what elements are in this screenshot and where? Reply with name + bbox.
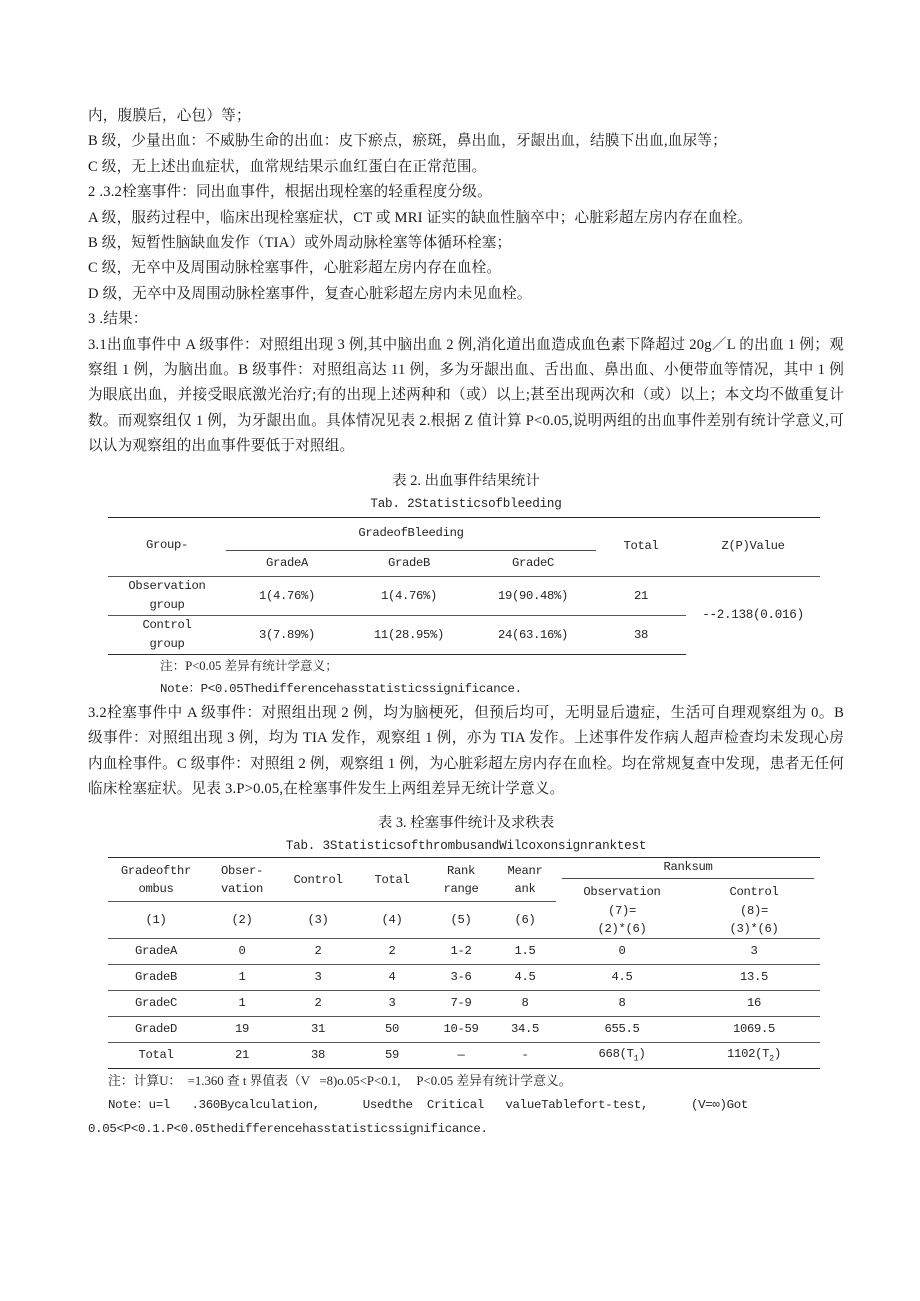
table3-total-label: Total — [108, 1042, 204, 1068]
table2-wrapper — [88, 517, 844, 655]
table3-cell-total: 50 — [356, 1016, 428, 1042]
table3-cell-mean-rank: 8 — [494, 990, 556, 1016]
table3-index-8-line1: (8)= — [739, 903, 769, 918]
table2-header-row-1 — [108, 517, 820, 550]
table3-header-rank-range — [428, 858, 494, 902]
table3-header-mean-line2: ank — [514, 881, 536, 896]
paragraph-line: C 级，无上述出血症状，血常规结果示血红蛋白在正常范围。 — [88, 158, 487, 175]
table3-cell-rank-sum-control: 16 — [688, 990, 820, 1016]
table3-cell-control: 2 — [280, 990, 356, 1016]
table2-header-grade-a: GradeA — [265, 556, 309, 571]
table3-index-8 — [688, 901, 820, 938]
table2-cell-grade-c: 24(63.16%) — [470, 615, 596, 654]
table3-total-observation: 21 — [204, 1042, 280, 1068]
table2-header-grade-c: GradeC — [511, 556, 555, 571]
table3-cell-rank-range: 1-2 — [428, 938, 494, 964]
table3-cell-rank-sum-observation: 4.5 — [556, 964, 688, 990]
table3-cell-observation: 1 — [204, 990, 280, 1016]
paragraph-line: C 级，无卒中及周围动脉栓塞事件，心脏彩超左房内存在血栓。 — [88, 260, 502, 277]
table3-cell-total: 2 — [356, 938, 428, 964]
table3-index-5: (5) — [428, 901, 494, 938]
table2-header-group: Group- — [108, 517, 226, 576]
table3-total-rank-sum-control: $1102(T_2)$ — [688, 1042, 820, 1068]
table2-cell-total: 21 — [596, 576, 686, 615]
table3-total-mean-rank: - — [494, 1042, 556, 1068]
t1-number: 668 — [598, 1047, 620, 1062]
table3-index-row — [108, 901, 820, 938]
table3-total-control: 38 — [280, 1042, 356, 1068]
table3-cell-grade: GradeA — [108, 938, 204, 964]
table3-total-rank-sum-observation: $668(T_1)$ — [556, 1042, 688, 1068]
t2-symbol: T — [762, 1047, 770, 1062]
table3-cell-control: 2 — [280, 938, 356, 964]
table2-cell-grade-c: 19(90.48%) — [470, 576, 596, 615]
table3-cell-total: 4 — [356, 964, 428, 990]
t2-index: 2 — [769, 1053, 774, 1064]
table3-header-mean-line1: Meanr — [507, 863, 543, 878]
table3-cell-rank-sum-observation: 0 — [556, 938, 688, 964]
document-content — [88, 104, 844, 1141]
table3-cell-total: 3 — [356, 990, 428, 1016]
table3-header-rank-sum-label: Ranksum — [663, 860, 713, 875]
body-text-block-upper — [88, 104, 844, 333]
table2 — [108, 517, 820, 655]
table3-header-grade-of-thrombus — [108, 858, 204, 902]
table3-header-total: Total — [356, 858, 428, 902]
paragraph-line: D 级，无卒中及周围动脉栓塞事件，复查心脏彩超左房内未见血栓。 — [88, 285, 532, 302]
table2-title-cn: 表 2. 出血事件结果统计 — [392, 472, 540, 489]
table3-header-grade-line2: ombus — [138, 881, 174, 896]
table3-index-4: (4) — [356, 901, 428, 938]
table3-header-rank-sum-control: Control — [729, 885, 779, 900]
table3-title-en: Tab. 3StatisticsofthrombusandWilcoxonsignranktest — [285, 839, 647, 854]
paragraph-line: 2 .3.2栓塞事件：同出血事件，根据出现栓塞的轻重程度分级。 — [88, 184, 492, 201]
table3-header-mean-rank — [494, 858, 556, 902]
table3-cell-rank-range: 3-6 — [428, 964, 494, 990]
table3-cell-observation: 19 — [204, 1016, 280, 1042]
table3-cell-mean-rank: 1.5 — [494, 938, 556, 964]
table3-row — [108, 938, 820, 964]
table3-index-7 — [556, 901, 688, 938]
table3-cell-rank-range: 10-59 — [428, 1016, 494, 1042]
table3-index-7-line2: (2)*(6) — [597, 921, 647, 936]
table3-cell-control: 3 — [280, 964, 356, 990]
table3-header-grade-line1: Gradeofthr — [120, 863, 192, 878]
table2-header-grade-b: GradeB — [387, 556, 431, 571]
table2-group-name-line2: group — [149, 597, 185, 612]
table2-title-en: Tab. 2Statisticsofbleeding — [370, 496, 562, 511]
table3-header-obs-line1: Obser- — [220, 863, 264, 878]
table2-header-total: Total — [596, 517, 686, 576]
table3-cell-mean-rank: 4.5 — [494, 964, 556, 990]
table2-cell-grade-b: 1(4.76%) — [348, 576, 470, 615]
table3-index-7-line1: (7)= — [607, 903, 637, 918]
table2-cell-grade-a: 3(7.89%) — [226, 615, 348, 654]
table3 — [108, 857, 820, 1069]
table2-cell-grade-a: 1(4.76%) — [226, 576, 348, 615]
table3-header-rank-line2: range — [443, 881, 479, 896]
table3-footnote-en-line1: Note：u=l .360Bycalculation, Usedthe Critical valueTablefort-test, (V=∞)Got — [108, 1097, 749, 1112]
paragraph-line: B 级，少量出血：不威胁生命的出血：皮下瘀点，瘀斑，鼻出血，牙龈出血，结膜下出血,血尿等； — [88, 133, 727, 150]
t1-symbol: T — [626, 1047, 634, 1062]
paragraph-line: 内，腹膜后，心包）等； — [88, 108, 251, 124]
table2-cell-z-value: --2.138(0.016) — [686, 576, 820, 654]
section-3-1-paragraph: 3.1出血事件中 A 级事件：对照组出现 3 例,其中脑出血 2 例,消化道出血造成血色素下降超过 20g／L 的出血 1 例；观察组 1 例，为脑出血。B 级事件：对照组高达 11 例，多为牙龈出血、舌出血、鼻出血、小便带血等情况，其中 1 例为眼底出血，并接受眼底激光治疗;有的出现上述两种和（或）以上;甚至出现两次和（或）以上；本文均不做重复计数。而观察组仅 1 例，为牙龈出血。具体情况见表 2.根据 Z 值计算 P<0.05,说明两组的出血事件差别有统计学意义,可以认为观察组的出血事件要低于对照组。 — [88, 336, 844, 455]
table3-header-observation — [204, 858, 280, 902]
table3-cell-grade: GradeD — [108, 1016, 204, 1042]
table2-row-observation — [108, 576, 820, 615]
table2-cell-group-name — [108, 576, 226, 615]
table3-header-control: Control — [280, 858, 356, 902]
t2-number: 1102 — [727, 1047, 756, 1062]
table3-header-row-main — [108, 858, 820, 902]
table3-cell-observation: 1 — [204, 964, 280, 990]
table3-title-cn: 表 3. 栓塞事件统计及求秩表 — [377, 815, 555, 832]
table3-cell-mean-rank: 34.5 — [494, 1016, 556, 1042]
table3-cell-rank-sum-observation: 655.5 — [556, 1016, 688, 1042]
table3-total-total: 59 — [356, 1042, 428, 1068]
table3-total-rank-range: — — [428, 1042, 494, 1068]
table3-cell-rank-sum-observation: 8 — [556, 990, 688, 1016]
t1-index: 1 — [633, 1053, 639, 1064]
table3-cell-rank-sum-control: 1069.5 — [688, 1016, 820, 1042]
table2-header-z-p-value: Z(P)Value — [686, 517, 820, 576]
table3-cell-rank-sum-control: 3 — [688, 938, 820, 964]
table2-cell-grade-b: 11(28.95%) — [348, 615, 470, 654]
table3-cell-grade: GradeB — [108, 964, 204, 990]
table2-group-name-line1: Control — [142, 617, 192, 632]
paragraph-line: 3 .结果： — [88, 311, 148, 328]
table3-cell-rank-range: 7-9 — [428, 990, 494, 1016]
table3-footnote-en-line2: 0.05<P<0.1.P<0.05thedifferencehasstatisticssignificance. — [88, 1121, 488, 1136]
section-3-2-paragraph: 3.2栓塞事件中 A 级事件：对照组出现 2 例，均为脑梗死，但预后均可，无明显后遗症，生活可自理观察组为 0。B 级事件：对照组出现 3 例，均为 TIA 发作，观察组 1 例，亦为 TIA 发作。上述事件发作病人超声检查均未发现心房内血栓事件。C 级事件：对照组 2 例，观察组 1 例，为心脏彩超左房内存在血栓。均在常规复查中发现，患者无任何临床栓塞症状。见表 3.P>0.05,在栓塞事件发生上两组差异无统计学意义。 — [88, 704, 844, 797]
table2-note-cn: 注：P<0.05 差异有统计学意义； — [160, 658, 338, 673]
table3-header-obs-line2: vation — [220, 881, 264, 896]
table3-row — [108, 1016, 820, 1042]
table2-group-name-line2: group — [149, 636, 185, 651]
table2-header-grade-of-bleeding: GradeofBleeding — [226, 517, 596, 550]
paragraph-line: B 级，短暂性脑缺血发作（TIA）或外周动脉栓塞等体循环栓塞； — [88, 235, 512, 252]
table3-index-6: (6) — [494, 901, 556, 938]
table3-header-rank-sum-sub — [556, 879, 820, 901]
table3-cell-rank-sum-control: 13.5 — [688, 964, 820, 990]
table3-header-rank-sum-observation: Observation — [583, 885, 661, 900]
paragraph-line: A 级，服药过程中，临床出现栓塞症状，CT 或 MRI 证实的缺血性脑卒中；心脏彩超左房内存在血栓。 — [88, 209, 753, 226]
table2-group-name-line1: Observation — [128, 578, 206, 593]
table3-row — [108, 964, 820, 990]
table3-cell-control: 31 — [280, 1016, 356, 1042]
table2-cell-total: 38 — [596, 615, 686, 654]
table3-index-3: (3) — [280, 901, 356, 938]
table3-index-1: (1) — [108, 901, 204, 938]
table3-total-row — [108, 1042, 820, 1068]
table3-cell-grade: GradeC — [108, 990, 204, 1016]
table3-index-8-line2: (3)*(6) — [729, 921, 779, 936]
table2-note-en: Note：P<0.05Thedifferencehasstatisticssignificance. — [160, 681, 522, 696]
table2-cell-group-name — [108, 615, 226, 654]
table3-footnote-cn: 注：计算U： =1.360 查 t 界值表（V =8)o.05<P<0.1, P<0.05 差异有统计学意义。 — [108, 1073, 572, 1088]
table3-row — [108, 990, 820, 1016]
table3-header-rank-line1: Rank — [446, 863, 476, 878]
table3-header-rank-sum — [556, 858, 820, 902]
table3-index-2: (2) — [204, 901, 280, 938]
table3-cell-observation: 0 — [204, 938, 280, 964]
